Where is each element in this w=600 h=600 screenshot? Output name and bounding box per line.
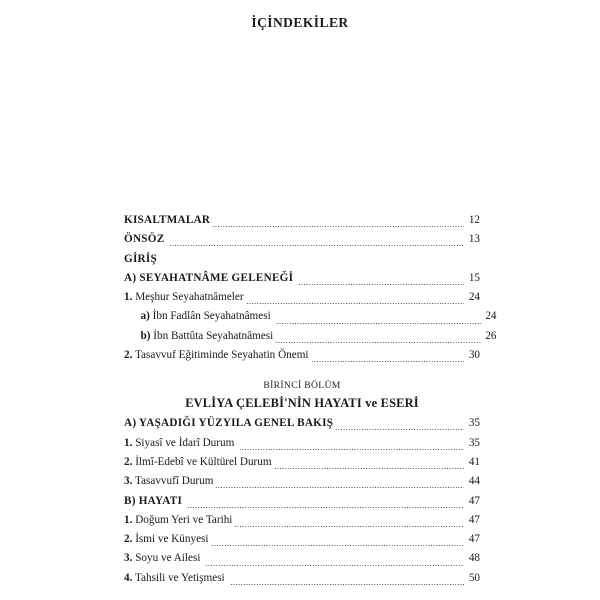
toc-entry-text: Tasavvuf Eğitiminde Seyahatin Önemi (135, 349, 309, 362)
toc-leader-dots (298, 284, 464, 285)
toc-page-number: 50 (468, 571, 480, 584)
toc-page-number: 44 (468, 475, 480, 488)
toc-entry-marker: 1. (124, 291, 133, 304)
toc-entry-label (124, 472, 213, 491)
toc-page-number: 13 (468, 233, 480, 246)
toc-leader-dots (234, 526, 464, 527)
section-spacer (124, 365, 480, 379)
toc-entry[interactable] (124, 346, 480, 365)
section-title: EVLİYA ÇELEBİ'NİN HAYATI ve ESERİ (185, 396, 419, 411)
toc-entry[interactable] (124, 434, 480, 453)
toc-entry[interactable] (124, 269, 480, 288)
toc-entry-text: Tasavvufî Durum (135, 475, 214, 488)
toc-entry-text: Soyu ve Ailesi (135, 552, 201, 565)
toc-entry-marker: 3. (124, 552, 133, 565)
toc-leader-dots (276, 323, 481, 324)
toc-page-number: 48 (468, 552, 480, 565)
toc-page-number: 30 (468, 349, 480, 362)
toc-leader-dots (212, 226, 464, 227)
table-of-contents (124, 211, 497, 588)
toc-leader-dots (335, 429, 464, 430)
toc-entry-label: ÖNSÖZ (124, 233, 165, 246)
toc-entry-label (124, 511, 232, 530)
toc-entry-marker: 2. (124, 349, 133, 362)
toc-entry-marker: a) (140, 310, 150, 323)
toc-page-number: 47 (468, 494, 480, 507)
toc-leader-dots (215, 487, 464, 488)
section-heading (124, 379, 480, 414)
toc-entry-label: A) YAŞADIĞI YÜZYILA GENEL BAKIŞ (124, 417, 334, 430)
toc-page-number: 26 (485, 329, 497, 342)
toc-entry-text: İlmî-Edebî ve Kültürel Durum (135, 455, 272, 468)
toc-page-number: 24 (485, 310, 497, 323)
toc-leader-dots (239, 449, 464, 450)
toc-leader-dots (230, 584, 464, 585)
toc-entry-marker: 3. (124, 475, 133, 488)
toc-entry[interactable] (124, 307, 497, 326)
toc-entry-text: İbn Battûta Seyahatnâmesi (153, 329, 274, 342)
toc-page-number: 15 (468, 271, 480, 284)
toc-entry-label (124, 453, 272, 472)
toc-entry-marker: 2. (124, 533, 133, 546)
toc-entry[interactable] (124, 472, 480, 491)
toc-entry[interactable] (124, 327, 497, 346)
toc-entry-label: A) SEYAHATNÂME GELENEĞİ (124, 271, 294, 284)
page-title: İÇİNDEKİLER (251, 15, 349, 30)
toc-entry[interactable] (124, 492, 480, 511)
toc-entry[interactable] (124, 569, 480, 588)
toc-entry[interactable] (124, 288, 480, 307)
toc-entry-marker: 2. (124, 455, 133, 468)
toc-leader-dots (275, 342, 480, 343)
toc-entry-text: Doğum Yeri ve Tarihi (135, 513, 233, 526)
toc-leader-dots (246, 303, 464, 304)
toc-page-number: 35 (468, 436, 480, 449)
toc-leader-dots (187, 507, 464, 508)
toc-leader-dots (205, 565, 464, 566)
toc-entry[interactable] (124, 230, 480, 249)
toc-entry[interactable] (124, 511, 480, 530)
toc-entry-label (124, 346, 309, 365)
toc-page-number: 35 (468, 417, 480, 430)
toc-entry-label (141, 307, 271, 326)
toc-entry-label (141, 327, 274, 346)
toc-entry-label: GİRİŞ (124, 252, 157, 265)
toc-leader-dots (211, 545, 464, 546)
toc-leader-dots (311, 361, 464, 362)
toc-entry-marker: 1. (124, 513, 133, 526)
toc-page-number: 41 (468, 455, 480, 468)
toc-page-number: 12 (468, 214, 480, 226)
toc-entry[interactable] (124, 530, 480, 549)
toc-page-number: 24 (468, 291, 480, 304)
toc-entry-text: Siyasî ve İdarî Durum (135, 436, 235, 449)
toc-page-number: 47 (468, 513, 480, 526)
toc-entry-text: İbn Fadlân Seyahatnâmesi (152, 310, 271, 323)
toc-entry-text: Tahsili ve Yetişmesi (135, 571, 225, 584)
toc-entry[interactable] (124, 549, 480, 568)
toc-entry-label (124, 549, 200, 568)
toc-entry-label: B) HAYATI (124, 494, 183, 507)
toc-entry-label (124, 530, 209, 549)
toc-entry-text: Meşhur Seyahatnâmeler (135, 291, 244, 304)
toc-entry-label (124, 434, 234, 453)
toc-entry[interactable] (124, 453, 480, 472)
toc-entry-label (124, 288, 244, 307)
toc-leader-dots (274, 468, 464, 469)
toc-entry-marker: b) (140, 329, 151, 342)
toc-entry-marker: 1. (124, 436, 133, 449)
toc-heading[interactable] (124, 250, 480, 269)
toc-entry-text: İsmi ve Künyesi (135, 533, 209, 546)
toc-entry-label (124, 569, 225, 588)
toc-leader-dots (169, 245, 464, 246)
toc-entry-label: KISALTMALAR (124, 214, 211, 226)
toc-page-number: 47 (468, 533, 480, 546)
toc-entry[interactable] (124, 211, 480, 230)
toc-entry-marker: 4. (124, 571, 133, 584)
section-kicker: BİRİNCİ BÖLÜM (263, 380, 341, 392)
toc-entry[interactable] (124, 414, 480, 433)
